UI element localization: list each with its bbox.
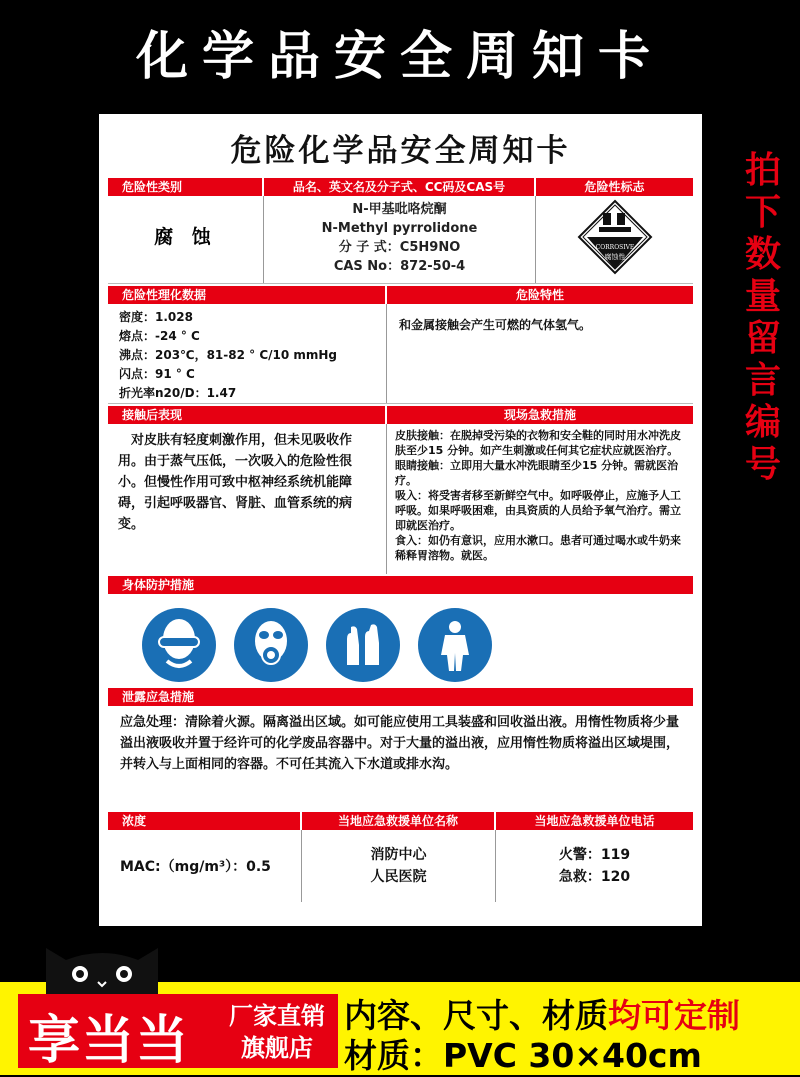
unit-hospital: 人民医院 [370, 869, 427, 885]
brand-tag [220, 1000, 334, 1064]
leak-text: 应急处理：清除着火源。隔离溢出区域。如可能应使用工具装盛和回收溢出液。用惰性物质将少量溢出液吸收并置于经许可的化学废品容器中。对于大量的溢出液，应用惰性物质将溢出区域堤围，并转入与上面相同的容器。不可任其流入下水道或排水沟。 [120, 715, 680, 772]
phys-boiling: 沸点：203℃，81-82 ° C/10 mmHg [119, 348, 338, 362]
header-hazard-sign: 危险性标志 [536, 178, 693, 196]
first-aid-eyes: 眼睛接触：立即用大量水冲洗眼睛至少15 分钟。需就医治疗。 [395, 459, 679, 487]
protective-gloves-icon [326, 608, 400, 682]
phys-flash: 闪点：91 ° C [119, 367, 195, 381]
header-contact-effects: 接触后表现 [108, 406, 387, 424]
brand-tag-2: 旗舰店 [241, 1034, 313, 1062]
header-first-aid: 现场急救措施 [387, 406, 693, 424]
promo-line-1-a: 内容、尺寸、材质 [344, 996, 608, 1035]
phys-melting: 熔点：-24 ° C [119, 329, 200, 343]
sign-label-en: CORROSIVE [595, 244, 634, 251]
phone-emergency: 急救：120 [558, 869, 631, 885]
brand-name: 享当当 [28, 1011, 191, 1071]
product-formula: 分 子 式：C5H9NO [338, 240, 461, 255]
mac-value: MAC:（mg/m³）：0.5 [120, 859, 271, 875]
header-row-leak [108, 688, 693, 706]
header-unit-phone: 当地应急救援单位电话 [496, 812, 693, 830]
header-hazard-property: 危险特性 [387, 286, 693, 304]
phys-density: 密度：1.028 [119, 310, 193, 324]
effects-row [108, 424, 693, 574]
header-row-2 [108, 286, 693, 304]
corrosive-sign-icon [577, 199, 653, 275]
bottom-row [108, 830, 693, 902]
product-cas: CAS No：872-50-4 [333, 259, 466, 274]
first-aid-ingestion: 食入：如仍有意识，应用水漱口。患者可通过喝水或牛奶来稀释胃溶物。就医。 [395, 534, 681, 562]
protective-suit-icon [418, 608, 492, 682]
header-product-name: 品名、英文名及分子式、CC码及CAS号 [264, 178, 536, 196]
header-row-1 [108, 178, 693, 196]
sign-label-cn: 腐蚀性 [604, 253, 625, 261]
gas-mask-icon [234, 608, 308, 682]
safety-card [99, 114, 702, 926]
phys-refractive: 折光率n20/D：1.47 [119, 386, 237, 400]
header-unit-name: 当地应急救援单位名称 [302, 812, 496, 830]
hazard-property-text: 和金属接触会产生可燃的气体氢气。 [399, 318, 592, 332]
first-aid-inhalation: 吸入：将受害者移至新鲜空气中。如呼吸停止，应施予人工呼吸。如果呼吸困难，由具资质的人员给予氧气治疗。需立即就医治疗。 [395, 489, 681, 532]
phys-data-list [108, 304, 387, 403]
header-hazard-class: 危险性类别 [108, 178, 264, 196]
phone-fire: 火警：119 [558, 847, 631, 863]
ppe-icons [108, 594, 693, 688]
identity-row [108, 196, 693, 284]
phys-row [108, 304, 693, 404]
brand-tag-1: 厂家直销 [229, 1002, 325, 1030]
header-ppe: 身体防护措施 [108, 576, 693, 594]
product-identity [264, 196, 535, 276]
page-title: 化学品安全周知卡 [135, 27, 664, 87]
header-row-bottom [108, 812, 693, 830]
unit-fire: 消防中心 [370, 847, 427, 863]
hazard-class-value: 腐 蚀 [154, 226, 217, 248]
promo-line-1-b: 均可定制 [608, 996, 740, 1035]
safety-goggles-icon [142, 608, 216, 682]
cat-logo-icon [38, 938, 166, 994]
header-row-ppe [108, 576, 693, 594]
header-leak: 泄露应急措施 [108, 688, 693, 706]
side-note: 拍下数量留言编号 [744, 150, 781, 485]
product-name-cn: N-甲基吡咯烷酮 [352, 202, 447, 217]
card-title: 危险化学品安全周知卡 [230, 133, 571, 169]
header-phys-data: 危险性理化数据 [108, 286, 387, 304]
first-aid-skin: 皮肤接触：在脱掉受污染的衣物和安全鞋的同时用水冲洗皮肤至少15 分钟。如产生刺激或任何其它症状应就医治疗。 [395, 429, 681, 457]
contact-effects-text: 对皮肤有轻度刺激作用，但未见吸收作用。由于蒸气压低，一次吸入的危险性很小。但慢性作用可致中枢神经系统机能障碍，引起呼吸器官、肾脏、血管系统的病变。 [118, 433, 353, 532]
header-concentration: 浓度 [108, 812, 302, 830]
product-name-en: N-Methyl pyrrolidone [321, 221, 478, 236]
header-row-3 [108, 406, 693, 424]
promo-line-2: 材质：PVC 30×40cm [344, 1036, 702, 1075]
